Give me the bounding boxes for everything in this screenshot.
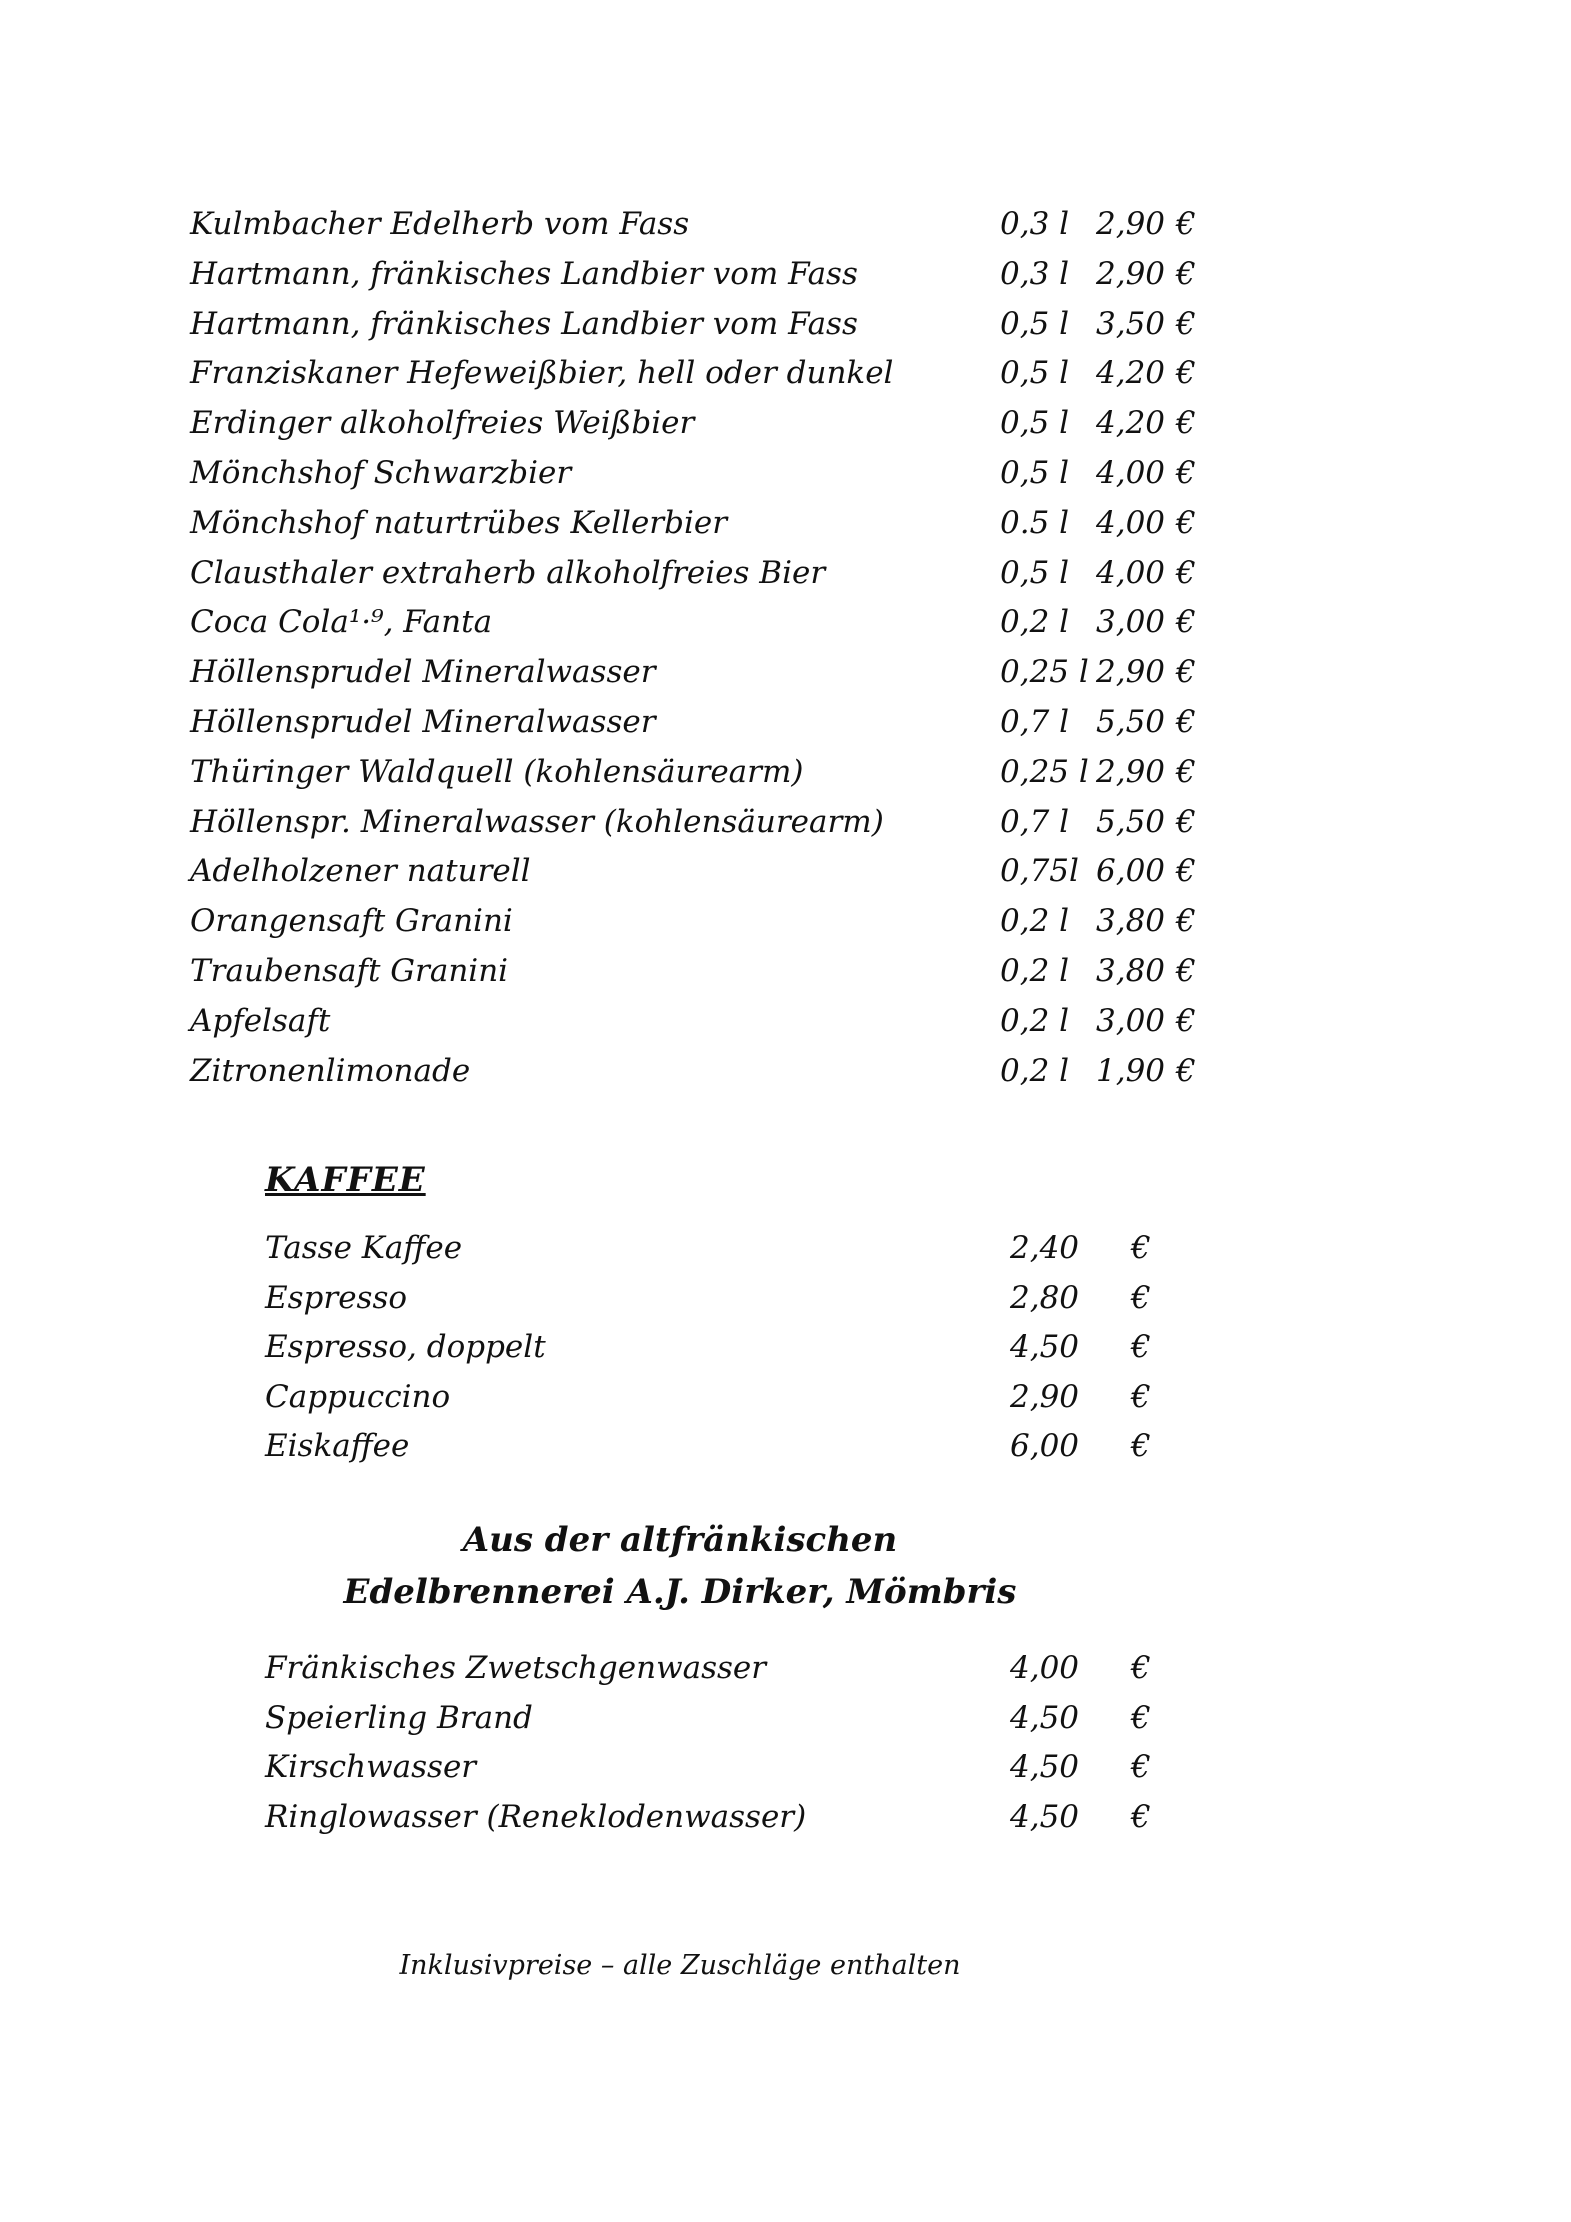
currency-symbol: € <box>1131 1798 1151 1835</box>
currency-symbol: € <box>1176 554 1196 591</box>
spirits-price-list <box>265 1644 1165 1842</box>
drink-price: 2,90 <box>1096 206 1166 242</box>
drink-volume: 0,2 l <box>1000 952 1070 989</box>
drink-volume: 0,3 l <box>1000 255 1070 292</box>
distillery-heading-line1: Aus der altfränkischen <box>462 1520 898 1560</box>
spirit-name: Speierling Brand <box>265 1699 533 1736</box>
drink-row <box>190 349 1230 399</box>
drink-name: Höllenspr. Mineralwasser (kohlensäurearm) <box>190 803 884 840</box>
coffee-row <box>265 1373 1165 1423</box>
drink-row <box>190 798 1230 848</box>
drink-price: 2,90 <box>1096 654 1166 691</box>
drink-price: 4,00 <box>1096 504 1166 541</box>
drink-name: Franziskaner Hefeweißbier, hell oder dunkel <box>190 355 894 392</box>
currency-symbol: € <box>1176 1052 1196 1089</box>
drink-row <box>190 449 1230 499</box>
drink-row <box>190 1047 1230 1097</box>
spirit-row <box>265 1793 1165 1843</box>
drink-price: 5,50 <box>1096 703 1166 740</box>
drink-price: 2,90 <box>1096 255 1166 292</box>
drink-price: 5,50 <box>1096 803 1166 840</box>
spirit-row <box>265 1743 1165 1793</box>
drink-row <box>190 947 1230 997</box>
drink-name: Orangensaft Granini <box>190 903 513 940</box>
coffee-name: Espresso <box>265 1279 408 1316</box>
footer-note: Inklusivpreise – alle Zuschläge enthalten <box>399 1950 961 1981</box>
coffee-price: 4,50 <box>1010 1329 1080 1365</box>
drink-volume: 0,2 l <box>1000 1052 1070 1089</box>
drink-volume: 0,2 l <box>1000 903 1070 940</box>
currency-symbol: € <box>1131 1650 1151 1686</box>
coffee-row <box>265 1323 1165 1373</box>
coffee-price: 6,00 <box>1010 1428 1080 1464</box>
currency-symbol: € <box>1131 1428 1151 1464</box>
drink-volume: 0.5 l <box>1000 504 1070 541</box>
spirit-row <box>265 1694 1165 1744</box>
drink-price: 4,00 <box>1096 454 1166 491</box>
currency-symbol: € <box>1131 1378 1151 1415</box>
drink-price: 4,20 <box>1096 405 1166 442</box>
drink-volume: 0,7 l <box>1000 703 1070 740</box>
drink-volume: 0,25 l <box>1000 654 1089 691</box>
spirit-name: Kirschwasser <box>265 1749 477 1785</box>
drink-name: Kulmbacher Edelherb vom Fass <box>190 206 690 242</box>
coffee-name: Eiskaffee <box>265 1428 410 1464</box>
drink-name: Höllensprudel Mineralwasser <box>190 654 656 691</box>
drink-name: Zitronenlimonade <box>190 1052 471 1089</box>
spirit-price: 4,50 <box>1010 1699 1080 1736</box>
coffee-name: Cappuccino <box>265 1378 451 1415</box>
currency-symbol: € <box>1176 1002 1196 1039</box>
coffee-name: Tasse Kaffee <box>265 1230 463 1266</box>
drink-name: Thüringer Waldquell (kohlensäurearm) <box>190 753 804 790</box>
currency-symbol: € <box>1176 952 1196 989</box>
drink-volume: 0,5 l <box>1000 305 1070 342</box>
drink-price: 3,80 <box>1096 952 1166 989</box>
currency-symbol: € <box>1131 1329 1151 1365</box>
coffee-price: 2,40 <box>1010 1230 1080 1266</box>
drinks-price-list <box>190 200 1230 1096</box>
spirit-price: 4,50 <box>1010 1798 1080 1835</box>
currency-symbol: € <box>1176 504 1196 541</box>
drink-price: 3,00 <box>1096 1002 1166 1039</box>
drink-price: 3,00 <box>1096 604 1166 641</box>
drink-name: Traubensaft Granini <box>190 952 509 989</box>
drink-price: 2,90 <box>1096 753 1166 790</box>
drink-volume: 0,2 l <box>1000 1002 1070 1039</box>
drink-name: Erdinger alkoholfreies Weißbier <box>190 405 695 442</box>
drink-price: 4,00 <box>1096 554 1166 591</box>
drink-row <box>190 698 1230 748</box>
drink-row <box>190 399 1230 449</box>
currency-symbol: € <box>1176 654 1196 691</box>
drink-volume: 0,5 l <box>1000 405 1070 442</box>
kaffee-heading: KAFFEE <box>265 1160 426 1200</box>
currency-symbol: € <box>1131 1230 1151 1266</box>
drink-name: Hartmann, fränkisches Landbier vom Fass <box>190 255 858 292</box>
drink-row <box>190 549 1230 599</box>
drink-price: 3,80 <box>1096 903 1166 940</box>
distillery-heading-line2: Edelbrennerei A.J. Dirker, Mömbris <box>343 1572 1017 1612</box>
drink-row <box>190 748 1230 798</box>
spirit-name: Ringlowasser (Reneklodenwasser) <box>265 1798 807 1835</box>
drink-row <box>190 250 1230 300</box>
drink-volume: 0,75l <box>1000 853 1079 890</box>
drink-name: Hartmann, fränkisches Landbier vom Fass <box>190 305 858 342</box>
drink-name: Mönchshof naturtrübes Kellerbier <box>190 504 728 541</box>
drink-volume: 0,2 l <box>1000 604 1070 641</box>
drink-name: Mönchshof Schwarzbier <box>190 454 572 491</box>
currency-symbol: € <box>1176 206 1196 242</box>
drink-name: Höllensprudel Mineralwasser <box>190 703 656 740</box>
coffee-name: Espresso, doppelt <box>265 1329 546 1365</box>
currency-symbol: € <box>1176 305 1196 342</box>
currency-symbol: € <box>1176 703 1196 740</box>
drink-name: Apfelsaft <box>190 1002 331 1039</box>
currency-symbol: € <box>1176 903 1196 940</box>
drink-row <box>190 847 1230 897</box>
drink-name: Coca Cola¹·⁹, Fanta <box>190 604 493 641</box>
currency-symbol: € <box>1176 454 1196 491</box>
drink-volume: 0,3 l <box>1000 206 1070 242</box>
coffee-row <box>265 1224 1165 1274</box>
currency-symbol: € <box>1131 1279 1151 1316</box>
drink-volume: 0,5 l <box>1000 355 1070 392</box>
spirit-name: Fränkisches Zwetschgenwasser <box>265 1650 767 1686</box>
drink-row <box>190 598 1230 648</box>
drink-price: 1,90 <box>1096 1052 1166 1089</box>
drink-row <box>190 897 1230 947</box>
currency-symbol: € <box>1131 1699 1151 1736</box>
spirit-price: 4,50 <box>1010 1749 1080 1785</box>
coffee-row <box>265 1274 1165 1324</box>
drink-volume: 0,5 l <box>1000 554 1070 591</box>
drink-volume: 0,25 l <box>1000 753 1089 790</box>
drink-name: Clausthaler extraherb alkoholfreies Bier <box>190 554 826 591</box>
drink-name: Adelholzener naturell <box>190 853 531 890</box>
coffee-price: 2,80 <box>1010 1279 1080 1316</box>
currency-symbol: € <box>1176 853 1196 890</box>
drink-volume: 0,5 l <box>1000 454 1070 491</box>
currency-symbol: € <box>1176 405 1196 442</box>
currency-symbol: € <box>1176 604 1196 641</box>
drink-row <box>190 997 1230 1047</box>
drink-price: 4,20 <box>1096 355 1166 392</box>
coffee-price-list <box>265 1224 1165 1472</box>
spirit-price: 4,00 <box>1010 1650 1080 1686</box>
drink-price: 6,00 <box>1096 853 1166 890</box>
currency-symbol: € <box>1131 1749 1151 1785</box>
drink-row <box>190 200 1230 250</box>
coffee-price: 2,90 <box>1010 1378 1080 1415</box>
currency-symbol: € <box>1176 255 1196 292</box>
currency-symbol: € <box>1176 803 1196 840</box>
drink-row <box>190 499 1230 549</box>
drink-row <box>190 300 1230 350</box>
drink-price: 3,50 <box>1096 305 1166 342</box>
spirit-row <box>265 1644 1165 1694</box>
drink-volume: 0,7 l <box>1000 803 1070 840</box>
drink-row <box>190 648 1230 698</box>
currency-symbol: € <box>1176 355 1196 392</box>
coffee-row <box>265 1422 1165 1472</box>
currency-symbol: € <box>1176 753 1196 790</box>
